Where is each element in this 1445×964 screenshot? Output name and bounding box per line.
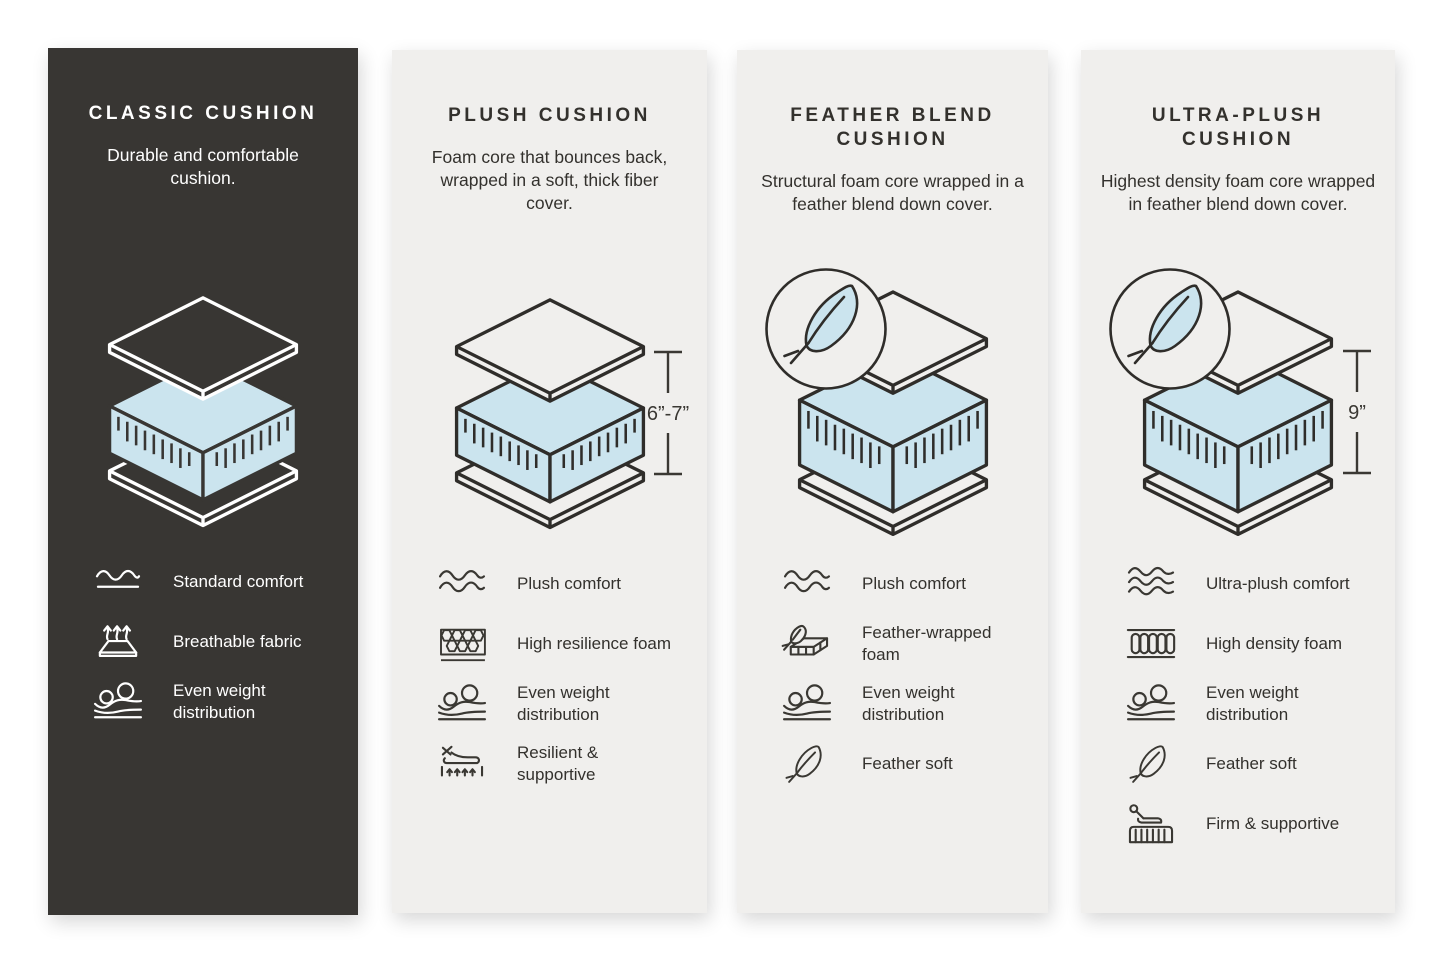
resilient-supportive-icon <box>434 742 490 786</box>
feather-badge-icon <box>1107 266 1233 397</box>
feature-label: Feather soft <box>862 754 953 774</box>
wave-icon <box>434 562 490 606</box>
feature-label: Standard comfort <box>173 572 304 592</box>
feature-ultra-plush-comfort <box>1123 562 1381 606</box>
feature-high-resilience-foam <box>434 622 693 666</box>
feather-icon <box>1123 742 1179 786</box>
panel-ultra-plush-cushion <box>1081 50 1395 913</box>
feature-label: Ultra-plush comfort <box>1206 574 1350 594</box>
feature-label: Feather-wrapped foam <box>862 623 992 664</box>
feature-label: High resilience foam <box>517 634 672 654</box>
feature-label: Plush comfort <box>517 574 621 594</box>
panel-plush-cushion <box>392 50 707 913</box>
panel-title: PLUSH CUSHION <box>448 105 651 126</box>
feature-label: Breathable fabric <box>173 632 302 652</box>
panel-title: ULTRA-PLUSH CUSHION <box>1151 105 1325 150</box>
feature-label: Plush comfort <box>862 574 966 594</box>
feature-list <box>434 562 693 786</box>
panel-description: Durable and comfortable cushion. <box>107 144 299 189</box>
cushion-layers-icon <box>85 284 321 530</box>
feature-label: High density foam <box>1206 634 1343 654</box>
feature-label: Resilient & supportive <box>517 743 599 784</box>
feature-label: Even weight distribution <box>1206 683 1299 724</box>
feature-feather-soft <box>1123 742 1381 786</box>
feature-firm-supportive <box>1123 802 1381 846</box>
height-dimension-marker <box>1333 348 1381 476</box>
height-dimension-label: 9” <box>1348 402 1366 424</box>
feature-even-weight <box>779 682 1034 726</box>
panel-feather-blend-cushion <box>737 50 1048 913</box>
wave-icon <box>779 562 835 606</box>
feature-standard-comfort <box>90 560 344 604</box>
breathable-fabric-icon <box>90 620 146 664</box>
feature-feather-wrapped-foam <box>779 622 1034 666</box>
panel-description: Structural foam core wrapped in a feather blend down cover. <box>761 170 1024 214</box>
high-density-foam-icon <box>1123 622 1179 666</box>
height-dimension-label: 6”-7” <box>646 403 690 425</box>
even-weight-icon <box>90 680 146 724</box>
panel-description: Foam core that bounces back, wrapped in a soft, thick fiber cover. <box>431 146 668 214</box>
feature-label: Even weight distribution <box>517 683 610 724</box>
even-weight-icon <box>779 682 835 726</box>
feature-list <box>90 560 344 724</box>
feature-even-weight <box>1123 682 1381 726</box>
wave-icon <box>90 560 146 604</box>
feature-label: Feather soft <box>1206 754 1297 774</box>
feature-high-density-foam <box>1123 622 1381 666</box>
cushion-layers-illustration <box>737 262 1048 562</box>
feature-even-weight <box>90 680 344 724</box>
wave-icon <box>1123 562 1179 606</box>
panel-classic-cushion <box>48 48 358 915</box>
panel-description: Highest density foam core wrapped in feather blend down cover. <box>1100 170 1376 214</box>
firm-supportive-icon <box>1123 802 1179 846</box>
feather-icon <box>779 742 835 786</box>
feather-badge-icon <box>763 266 889 397</box>
feature-plush-comfort <box>434 562 693 606</box>
feature-list <box>1123 562 1381 846</box>
feature-plush-comfort <box>779 562 1034 606</box>
height-dimension-marker <box>632 349 704 477</box>
feature-label: Even weight distribution <box>173 681 266 722</box>
even-weight-icon <box>1123 682 1179 726</box>
panel-title: CLASSIC CUSHION <box>88 103 318 124</box>
even-weight-icon <box>434 682 490 726</box>
feature-resilient-supportive <box>434 742 693 786</box>
feature-breathable-fabric <box>90 620 344 664</box>
cushion-layers-illustration <box>1081 262 1395 562</box>
feature-feather-soft <box>779 742 1034 786</box>
feather-wrapped-foam-icon <box>779 622 835 666</box>
panel-title: FEATHER BLEND CUSHION <box>790 105 995 150</box>
cushion-layers-illustration <box>392 262 707 562</box>
cushion-layers-illustration <box>48 260 358 560</box>
feature-label: Firm & supportive <box>1206 814 1340 834</box>
feature-list <box>779 562 1034 786</box>
honeycomb-foam-icon <box>434 622 490 666</box>
feature-even-weight <box>434 682 693 726</box>
feature-label: Even weight distribution <box>862 683 955 724</box>
